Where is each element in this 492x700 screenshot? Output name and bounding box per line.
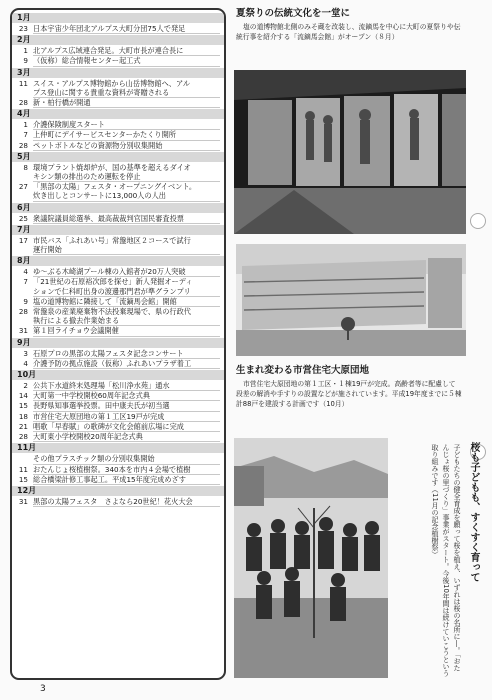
- timeline-event: [12, 349, 224, 359]
- timeline-event: [12, 401, 224, 411]
- page-number: 3: [40, 684, 46, 694]
- event-text: 新・柏行橋が開通: [33, 98, 220, 108]
- event-text: 日本宇宙少年団北アルプス大町分団75人で発足: [33, 24, 220, 34]
- month-header: 12月: [12, 486, 224, 496]
- month-header: 10月: [12, 370, 224, 380]
- event-text: その他プラスチック類の分別収集開始: [33, 454, 220, 464]
- timeline-event: [12, 182, 224, 201]
- event-day: 23: [18, 24, 28, 33]
- event-text: 「21世紀の石原裕次郎を探せ」新人発掘オーディ ションで仁科町出身の渡邊那門君が準グランプリ: [33, 277, 220, 296]
- month-header: 11月: [12, 443, 224, 453]
- event-text: 総合橋梁計修工事起工。平成15年度完成めざす: [33, 475, 220, 485]
- timeline-event: [12, 120, 224, 130]
- museum-interior-photo: [234, 70, 466, 234]
- timeline-event: [12, 277, 224, 296]
- event-day: 9: [23, 56, 28, 66]
- housing-complex-photo: [236, 244, 466, 356]
- binder-hole-1: [470, 213, 486, 229]
- timeline-event: [12, 46, 224, 56]
- article-2-title: 生まれ変わる市営住宅大原団地: [236, 365, 370, 376]
- event-day: 27: [18, 182, 28, 192]
- event-day: [15, 454, 28, 464]
- event-day: 11: [18, 464, 28, 474]
- timeline-event: [12, 307, 224, 326]
- event-text: 環境プラント焼却炉が、国の基準を超えるダイオ キシン類の排出のため運転を停止: [33, 163, 220, 182]
- month-header: 8月: [12, 256, 224, 266]
- timeline-event: [12, 412, 224, 422]
- event-day: 4: [23, 267, 28, 277]
- event-text: 唱歌「早春賦」の歌碑が文化会館前広場に完成: [33, 422, 220, 432]
- event-text: 公共下水道終末処理場「松川浄水苑」通水: [33, 381, 220, 391]
- event-day: 28: [18, 98, 28, 108]
- timeline-event: [12, 24, 224, 34]
- month-header: 9月: [12, 338, 224, 348]
- month-header: 2月: [12, 35, 224, 45]
- timeline-event: [12, 56, 224, 66]
- timeline-event: [12, 214, 224, 224]
- event-day: 15: [18, 474, 28, 484]
- event-day: 28: [18, 140, 28, 150]
- month-header: 5月: [12, 152, 224, 162]
- article-1-body: 塩の道博物館北側のみそ蔵を改装し、流鏑馬を中心に大町の夏祭りや伝統行事を紹介する「流鏑馬会館」がオープン（８月）: [236, 23, 461, 41]
- article-3-body: 子どもたちの健全育成を願って桜を植え、いずれは桜の名所に―。「おたんじょ桜の里づくり」事業がスタート。今後10年間は続けていこうという取り組みです（11月の記念植樹祭）: [431, 444, 461, 677]
- timeline-event: [12, 130, 224, 140]
- event-day: 3: [23, 348, 28, 358]
- event-text: ゆ〜ぶる木崎湖プール棟の入館者が20万人突破: [33, 267, 220, 277]
- event-day: 31: [18, 326, 28, 336]
- timeline-event: [12, 297, 224, 307]
- article-3-title: 桜も子どもも、すくすく育って: [468, 442, 479, 582]
- timeline-event: [12, 163, 224, 182]
- month-header: 1月: [12, 13, 224, 23]
- event-day: 8: [23, 162, 28, 172]
- event-day: 2: [23, 381, 28, 391]
- timeline-event: [12, 391, 224, 401]
- event-day: 7: [23, 277, 28, 287]
- timeline-event: [12, 497, 224, 507]
- event-text: 常盤泉の産業廃棄物不法投棄現場で、県の行政代 執行による撤去作業始まる: [33, 307, 220, 326]
- tree-planting-image: [234, 438, 388, 678]
- timeline-event: [12, 79, 224, 98]
- event-day: 28: [18, 432, 28, 442]
- event-text: 大町第一中学校開校60周年記念式典: [33, 391, 220, 401]
- timeline-event: [12, 236, 224, 255]
- event-text: 介護保険制度スタート: [33, 120, 220, 130]
- event-day: 18: [18, 411, 28, 421]
- event-day: 25: [18, 213, 28, 223]
- event-day: 31: [18, 496, 28, 506]
- event-text: 塩の道博物館に隣接して「流鏑馬会館」開館: [33, 297, 220, 307]
- event-day: 11: [18, 78, 28, 88]
- event-day: 14: [18, 391, 28, 401]
- event-day: 1: [23, 120, 28, 130]
- timeline-event: [12, 422, 224, 432]
- timeline-event: [12, 326, 224, 336]
- event-day: 1: [23, 46, 28, 56]
- museum-interior-image: [234, 70, 466, 234]
- month-header: 3月: [12, 68, 224, 78]
- tree-planting-photo: [234, 438, 388, 678]
- timeline-event: [12, 454, 224, 464]
- timeline-event: [12, 141, 224, 151]
- article-1-title: 夏祭りの伝統文化を一堂に: [236, 8, 351, 19]
- month-header: 4月: [12, 109, 224, 119]
- event-text: スイス・アルプス博物館から山岳博物館へ、アル プス登山に関する貴重な資料が寄贈される: [33, 79, 220, 98]
- timeline-event: [12, 98, 224, 108]
- event-text: （仮称）総合情報センター起工式: [33, 56, 220, 66]
- event-text: 石原プロの黒部の太陽フェスタ記念コンサート: [33, 349, 220, 359]
- event-day: 4: [23, 358, 28, 368]
- event-day: 17: [18, 235, 28, 245]
- event-text: 市民バス「ふれあい号」常盤地区２コースで試行 運行開始: [33, 236, 220, 255]
- timeline-event: [12, 432, 224, 442]
- event-day: 28: [18, 307, 28, 317]
- event-text: 大町東小学校開校20周年記念式典: [33, 432, 220, 442]
- timeline-event: [12, 359, 224, 369]
- event-text: 北アルプス広域連合発足。大町市長が連合長に: [33, 46, 220, 56]
- event-text: 上仲町にデイサービスセンターかたくり開所: [33, 130, 220, 140]
- event-text: 「黒部の太陽」フェスタ・オープニングイベント。 炊き出しとコンサートに13,000人の人出: [33, 182, 220, 201]
- event-text: 黒部の太陽フェスタ さよなら20世紀！花火大会: [33, 497, 220, 507]
- event-day: 15: [18, 401, 28, 411]
- event-text: 市営住宅大原団地の第１工区19戸が完成: [33, 412, 220, 422]
- event-text: 衆議院議員総選挙、最高裁裁判官国民審査投票: [33, 214, 220, 224]
- event-day: 21: [18, 421, 28, 431]
- event-text: 介護予防の拠点施設（仮称）ふれあいプラザ着工: [33, 359, 220, 369]
- article-2-body: 市営住宅大原団地の第１工区・１棟19戸が完成。高齢者等に配慮して段差の解消や手すりの設置などが施されています。平成19年度までに５棟計88戸を建設する計画です（10月）: [236, 380, 462, 408]
- month-header: 7月: [12, 225, 224, 235]
- event-text: 長野県知事選挙投票。田中康夫氏が初当選: [33, 401, 220, 411]
- timeline-event: [12, 381, 224, 391]
- timeline-box: [10, 8, 226, 680]
- event-text: 第１回ライチョウ会議開催: [33, 326, 220, 336]
- housing-complex-image: [236, 244, 466, 356]
- event-day: 7: [23, 130, 28, 140]
- event-text: ペットボトルなどの資源物分別収集開始: [33, 141, 220, 151]
- event-day: 9: [23, 296, 28, 306]
- month-header: 6月: [12, 203, 224, 213]
- timeline-event: [12, 475, 224, 485]
- timeline-event: [12, 267, 224, 277]
- timeline-event: [12, 465, 224, 475]
- event-text: おたんじょ桜植樹祭。340本を市内４会場で植樹: [33, 465, 220, 475]
